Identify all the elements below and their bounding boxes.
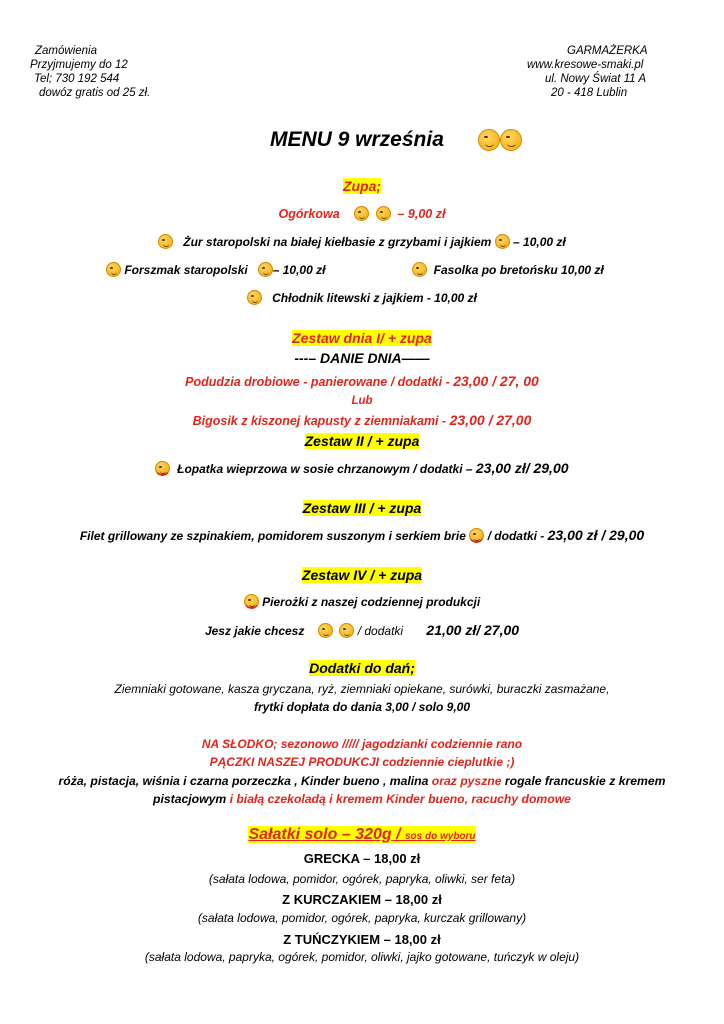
- header-left-line: dowóz gratis od 25 zł.: [39, 87, 151, 99]
- set1-or: [0, 395, 724, 407]
- set1-or-text: Lub: [351, 395, 373, 407]
- salads-heading: [0, 826, 724, 844]
- sweet-line4b: i białą czekoladą i kremem Kinder bueno, racuchy domowe: [229, 792, 571, 806]
- sweet-line4: [0, 792, 724, 806]
- winking-face-icon: [478, 129, 500, 151]
- winking-face-icon: [318, 623, 333, 638]
- sweet-line2-text: PĄCZKI NASZEJ PRODUKCJI codziennie cieplutkie ;): [209, 755, 515, 769]
- winking-face-icon: [376, 206, 391, 221]
- set1-item2: [0, 412, 724, 428]
- set4-heading: [0, 567, 724, 583]
- header-left-line: Tel; 730 192 544: [34, 73, 120, 85]
- winking-face-icon: [155, 461, 170, 476]
- soup-heading: [0, 178, 724, 194]
- salads-heading-text: [248, 826, 475, 843]
- salad-name-greek: GRECKA – 18,00 zł: [303, 851, 421, 866]
- set4-line2-text: Jesz jakie chcesz: [204, 624, 305, 638]
- sides-line1: [0, 682, 724, 696]
- winking-face-icon: [247, 290, 262, 305]
- header-right: [527, 44, 648, 100]
- soup-fasolka-text: Fasolka po bretońsku 10,00 zł: [433, 263, 604, 277]
- sides-line2-text: frytki dopłata do dania 3,00 / solo 9,00: [253, 700, 471, 714]
- set1-heading-text: Zestaw dnia I/ + zupa: [292, 330, 432, 346]
- soup-ogorkowa-name: Ogórkowa: [278, 207, 340, 221]
- header-right-line: www.kresowe-smaki.pl: [527, 59, 644, 71]
- winking-face-icon: [244, 594, 259, 609]
- soup-zur-name: Żur staropolski na białej kiełbasie z grzybami i jajkiem: [183, 235, 492, 249]
- set3-item: [0, 527, 724, 543]
- sweet-line3: [0, 774, 724, 788]
- sides-heading-text: Dodatki do dań;: [309, 660, 415, 676]
- set2-item: [0, 460, 724, 476]
- sides-line1-text: Ziemniaki gotowane, kasza gryczana, ryż, ziemniaki opiekane, surówki, buraczki zasmażane,: [114, 682, 610, 696]
- salad-item-desc: [0, 911, 724, 925]
- set1-item1-price: 23,00 / 27, 00: [453, 373, 539, 389]
- set1-item2-text: Bigosik z kiszonej kapusty z ziemniakami -: [192, 414, 450, 428]
- set4-item-text: Pierożki z naszej codziennej produkcji: [262, 595, 481, 609]
- header-right-line: 20 - 418 Lublin: [551, 87, 628, 99]
- set3-item-price: 23,00 zł / 29,00: [547, 527, 645, 543]
- sides-heading: [0, 660, 724, 676]
- salads-heading-small: sos do wyboru: [404, 831, 476, 842]
- winking-face-icon: [106, 262, 121, 277]
- set3-heading: [0, 500, 724, 516]
- soup-forszmak-price: – 10,00 zł: [272, 263, 326, 277]
- set4-heading-text: Zestaw IV / + zupa: [301, 567, 423, 583]
- soup-forszmak-name: Forszmak staropolski: [124, 263, 248, 277]
- set1-item1-text: Podudzia drobiowe - panierowane / dodatki -: [185, 375, 454, 389]
- salad-item-name: [0, 932, 724, 947]
- soup-ogorkowa: [0, 206, 724, 221]
- set2-heading: [0, 433, 724, 449]
- winking-face-icon: [412, 262, 427, 277]
- soup-fasolka: [412, 262, 604, 277]
- sweet-line1-text: NA SŁODKO; sezonowo ///// jagodzianki codziennie rano: [201, 737, 523, 751]
- winking-face-icon: [158, 234, 173, 249]
- set1-subheading: [0, 350, 724, 366]
- winking-face-icon: [469, 528, 484, 543]
- set4-price: 21,00 zł/ 27,00: [426, 622, 520, 638]
- salads-heading-main: Sałatki solo – 320g /: [248, 826, 405, 843]
- set1-item2-price: 23,00 / 27,00: [449, 412, 532, 428]
- set1-subheading-text: ---– DANIE DNIA——: [294, 350, 430, 366]
- header-left-line: Zamówienia: [35, 45, 97, 57]
- salad-desc-tuna: (sałata lodowa, papryka, ogórek, pomidor, oliwki, jajko gotowane, tuńczyk w oleju): [144, 950, 580, 964]
- salad-name-tuna: Z TUŃCZYKIEM – 18,00 zł: [283, 932, 441, 947]
- set4-line2-mid: / dodatki: [357, 624, 404, 638]
- winking-face-icon: [495, 234, 510, 249]
- set4-item: [0, 594, 724, 609]
- soup-chlodnik: [0, 290, 724, 305]
- sides-line2: [0, 700, 724, 714]
- winking-face-icon: [339, 623, 354, 638]
- soup-heading-text: Zupa;: [342, 178, 382, 194]
- salad-desc-greek: (sałata lodowa, pomidor, ogórek, papryka, oliwki, ser feta): [208, 872, 516, 886]
- winking-face-icon: [258, 262, 273, 277]
- winking-face-icon: [354, 206, 369, 221]
- salad-item-desc: [0, 872, 724, 886]
- header-left-line: Przyjmujemy do 12: [30, 59, 128, 71]
- winking-face-icon: [500, 129, 522, 151]
- set2-item-text: Łopatka wieprzowa w sosie chrzanowym / dodatki –: [177, 462, 476, 476]
- soup-ogorkowa-price: – 9,00 zł: [397, 207, 446, 221]
- salad-item-desc: [0, 950, 724, 964]
- header-right-line: GARMAŻERKA: [567, 45, 648, 57]
- salad-name-chicken: Z KURCZAKIEM – 18,00 zł: [282, 892, 442, 907]
- header-right-line: ul. Nowy Świat 11 A: [545, 73, 646, 85]
- sweet-line1: [0, 737, 724, 751]
- sweet-line3c: rogale francuskie z kremem: [504, 774, 666, 788]
- sweet-line2: [0, 755, 724, 769]
- salad-item-name: [0, 892, 724, 907]
- salad-item-name: [0, 851, 724, 866]
- sweet-line3a: róża, pistacja, wiśnia i czarna porzeczka , Kinder bueno , malina: [58, 774, 432, 788]
- sweet-line3b: oraz pyszne: [431, 774, 505, 788]
- soup-zur: [0, 234, 724, 249]
- soup-forszmak: [106, 262, 325, 277]
- menu-title: [270, 128, 522, 152]
- sweet-line4a: pistacjowym: [153, 792, 230, 806]
- soup-chlodnik-text: Chłodnik litewski z jajkiem - 10,00 zł: [272, 291, 477, 305]
- set1-item1: [0, 373, 724, 389]
- set3-item-text: Filet grillowany ze szpinakiem, pomidorem suszonym i serkiem brie: [79, 529, 466, 543]
- set3-item-tail: / dodatki -: [484, 529, 548, 543]
- set1-heading: [0, 330, 724, 346]
- menu-title-text: MENU 9 września: [270, 128, 444, 151]
- set2-item-price: 23,00 zł/ 29,00: [475, 460, 569, 476]
- set2-heading-text: Zestaw II / + zupa: [304, 433, 420, 449]
- soup-zur-price: – 10,00 zł: [513, 235, 566, 249]
- set4-line2: [0, 622, 724, 638]
- header-left: [30, 44, 151, 100]
- set3-heading-text: Zestaw III / + zupa: [302, 500, 422, 516]
- salad-desc-chicken: (sałata lodowa, pomidor, ogórek, papryka, kurczak grillowany): [197, 911, 527, 925]
